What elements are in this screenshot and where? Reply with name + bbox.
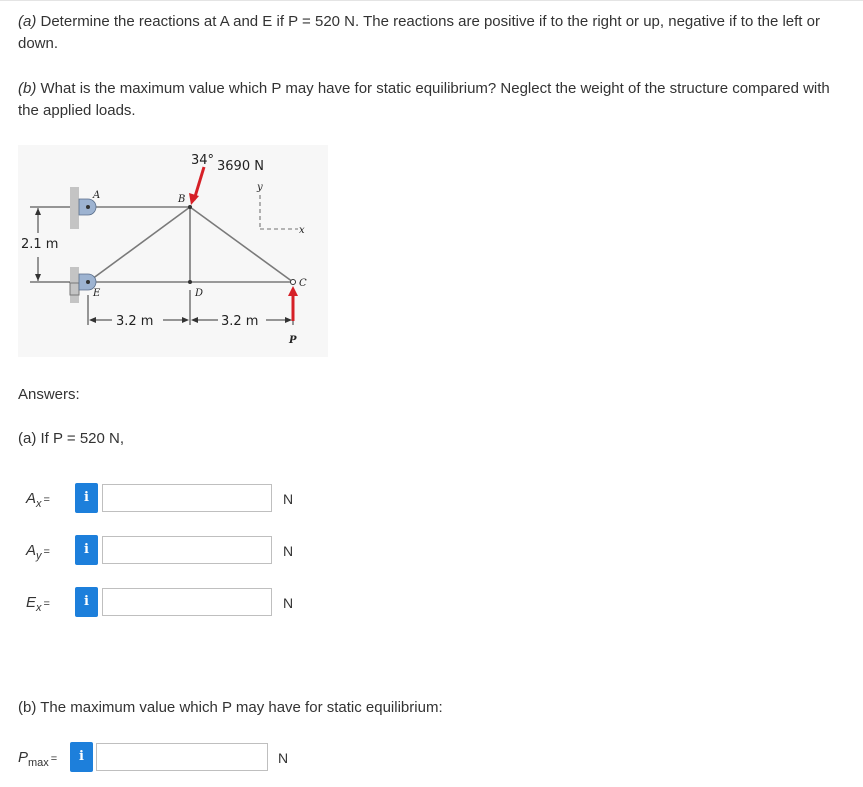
var-ax-sub: x	[36, 498, 42, 510]
height-label: 2.1 m	[21, 237, 59, 252]
joint-d	[188, 280, 192, 284]
force-label: 3690 N	[217, 159, 264, 174]
var-ay-symbol: A	[26, 542, 37, 559]
ay-input[interactable]	[102, 536, 272, 564]
dim-arrow-l1	[89, 317, 96, 323]
info-icon[interactable]: i	[75, 587, 98, 617]
label-e: E	[93, 288, 101, 299]
ex-input[interactable]	[102, 588, 272, 616]
axis-y-label: y	[257, 182, 263, 193]
unit-ay: N	[283, 543, 294, 559]
unit-pmax: N	[278, 750, 289, 766]
dim-arrow-r1	[191, 317, 198, 323]
angle-label: 34°	[191, 153, 215, 168]
label-c: C	[299, 278, 307, 289]
label-a: A	[93, 190, 101, 201]
wall-a	[70, 187, 79, 229]
force-p-head	[288, 286, 298, 296]
question-part-b	[18, 78, 848, 122]
question-part-a	[18, 11, 848, 55]
joint-c	[291, 280, 296, 285]
unit-ex: N	[283, 595, 294, 611]
part-a-text: Determine the reactions at A and E if P = 520 N. The reactions are positive if to the right or up, negative if to the left or down.	[18, 13, 820, 52]
dim-h-arrow-bot	[35, 274, 41, 281]
info-icon[interactable]: i	[75, 535, 98, 565]
span-left-label: 3.2 m	[116, 314, 154, 329]
pin-a-center	[86, 205, 90, 209]
answer-row-ax	[18, 483, 318, 515]
joint-b	[188, 205, 192, 209]
dim-h-arrow-top	[35, 208, 41, 215]
ax-input[interactable]	[102, 484, 272, 512]
var-ay-sub: y	[36, 550, 42, 562]
part-b-label: (b)	[18, 80, 37, 97]
var-ax: $A_x$ =	[26, 490, 50, 510]
var-ay: $A_y$ =	[26, 542, 50, 562]
truss-diagram	[18, 145, 328, 357]
answer-row-ay	[18, 535, 318, 567]
wall-e	[70, 267, 79, 303]
member-eb	[88, 207, 190, 282]
var-ex-symbol: E	[26, 594, 37, 611]
var-ex-sub: x	[36, 602, 42, 614]
top-divider	[0, 0, 863, 1]
info-icon[interactable]: i	[75, 483, 98, 513]
truss-figure	[18, 145, 328, 357]
label-p: P	[289, 335, 297, 346]
part-a-label: (a)	[18, 13, 37, 30]
var-pmax: $P_{max}$ =	[18, 749, 58, 769]
answer-row-ex	[18, 587, 318, 619]
pmax-input[interactable]	[96, 743, 268, 771]
axis-x-label: x	[299, 225, 305, 236]
unit-ax: N	[283, 491, 294, 507]
answers-heading: Answers:	[18, 386, 80, 403]
var-ax-symbol: A	[26, 490, 37, 507]
part-b-text: What is the maximum value which P may have for static equilibrium? Neglect the weight of the structure compared with the applied loads.	[18, 80, 830, 119]
pin-e-center	[86, 280, 90, 284]
member-bc	[190, 207, 293, 282]
label-b: B	[178, 194, 186, 205]
var-pmax-sub: max	[28, 757, 49, 769]
dim-arrow-l2	[182, 317, 189, 323]
label-d: D	[195, 288, 204, 299]
var-ex: $E_x$ =	[26, 594, 50, 614]
dim-arrow-r2	[285, 317, 292, 323]
span-right-label: 3.2 m	[221, 314, 259, 329]
force-3690-head	[189, 193, 199, 205]
answer-row-pmax	[18, 742, 318, 774]
part-b-heading: (b) The maximum value which P may have for static equilibrium:	[18, 699, 443, 716]
var-pmax-symbol: P	[18, 749, 29, 766]
part-a-heading: (a) If P = 520 N,	[18, 430, 125, 447]
info-icon[interactable]: i	[70, 742, 93, 772]
